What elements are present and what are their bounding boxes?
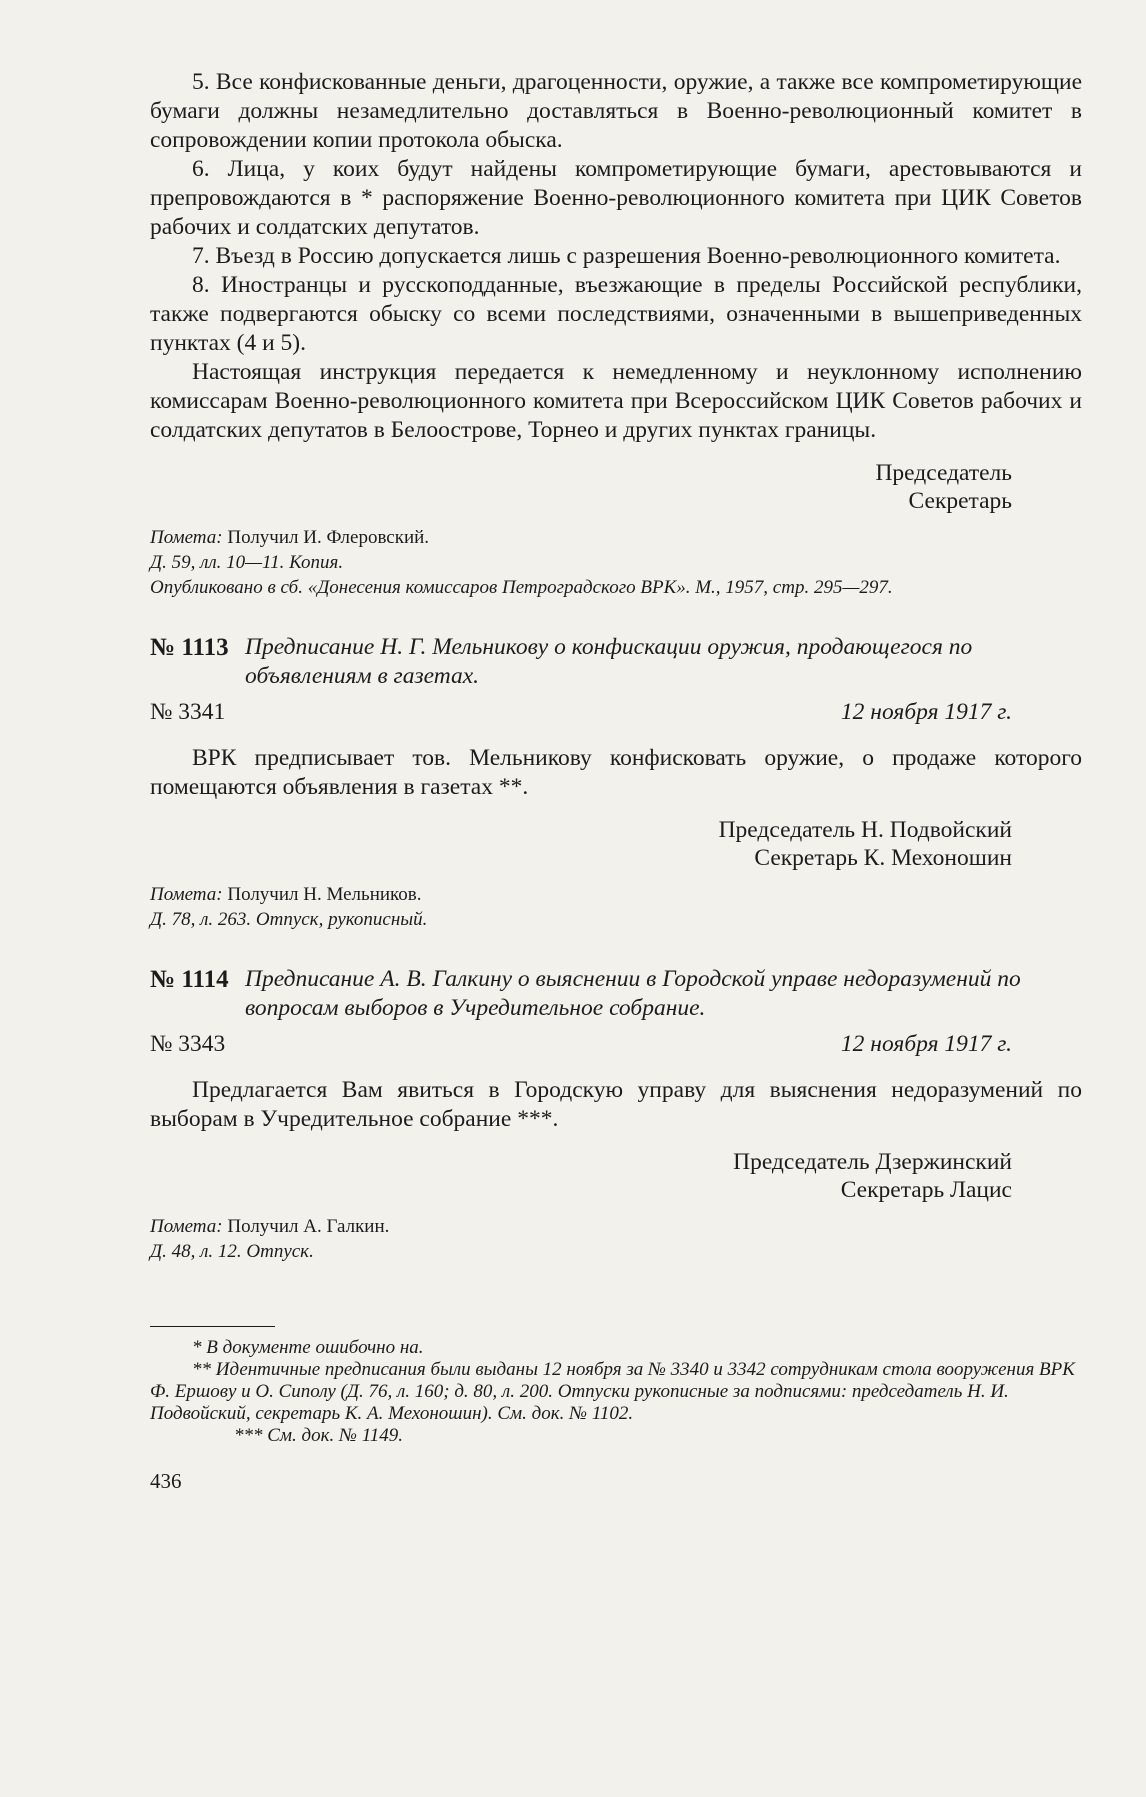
pometa-text: Получил И. Флеровский. [227,527,430,548]
pometa-text: Получил Н. Мельников. [227,884,422,905]
signature-block [150,1148,1082,1204]
archive-source: Д. 78, л. 263. Отпуск, рукописный. [150,909,428,930]
page-number: 436 [150,1469,182,1493]
paragraph-instruction: Настоящая инструкция передается к немедленному и неуклонному исполнению комиссарам Военно-революционного комитета при Всероссийском ЦИК Советов рабочих и солдатских депутатов в Белоострове, Торнео и других пунктах границы. [150,359,1082,443]
signature-chairman: Председатель Н. Подвойский [718,817,1012,843]
registration-number: № 3341 [150,699,226,725]
document-number: № 1113 [150,634,229,661]
paragraph-item-7: 7. Въезд в Россию допускается лишь с разрешения Военно-революционного комитета. [192,243,1061,269]
document-text: ВРК предписывает тов. Мельникову конфисковать оружие, о продаже которого помещаются объявления в газетах **. [150,745,1082,800]
signature-secretary: Секретарь К. Мехоношин [754,845,1012,871]
paragraph-item-6: 6. Лица, у коих будут найдены компрометирующие бумаги, арестовываются и препровождаются в * распоряжение Военно-революционного комитета при ЦИК Советов рабочих и солдатских депутатов. [150,156,1082,240]
pometa-note [150,525,1082,550]
document-1114 [150,966,1082,1264]
footnote-divider [150,1326,275,1327]
paragraph-item-5: 5. Все конфискованные деньги, драгоценности, оружие, а также все компрометирующие бумаги должны незамедлительно доставляться в Военно-революционный комитет в сопровождении копии протокола обыска. [150,69,1082,153]
document-date: 12 ноября 1917 г. [840,699,1012,725]
signature-chairman: Председатель [875,460,1012,486]
document-text: Предлагается Вам явиться в Городскую управу для выяснения недоразумений по выборам в Учредительное собрание ***. [150,1077,1082,1132]
registration-number: № 3343 [150,1031,226,1057]
footnotes [150,1337,1082,1447]
archive-source: Д. 59, лл. 10—11. Копия. [150,552,344,573]
footnote-item: ** Идентичные предписания были выданы 12 ноября за № 3340 и 3342 сотрудникам стола вооружения ВРК Ф. Ершову и О. Сиполу (Д. 76, л. 160; д. 80, л. 200. Отпуски рукописные за подписями: председатель Н. И. Подвойский, секретарь К. А. Мехоношин). См. док. № 1102. [150,1359,1075,1424]
document-title: Предписание А. В. Галкину о выяснении в Городской управе недоразумений по вопросам выборов в Учредительное собрание. [245,966,1021,1021]
pometa-label: Помета: [150,1216,223,1237]
signature-block [150,459,1082,515]
signature-secretary: Секретарь Лацис [840,1177,1012,1203]
document-date: 12 ноября 1917 г. [840,1031,1012,1057]
registration-line [150,699,1082,726]
signature-chairman: Председатель Дзержинский [733,1149,1012,1175]
footnote-item: *** См. док. № 1149. [234,1425,404,1446]
registration-line [150,1031,1082,1058]
pometa-label: Помета: [150,527,223,548]
document-number: № 1114 [150,966,229,993]
document-title: Предписание Н. Г. Мельникову о конфискации оружия, продающегося по объявлениям в газетах. [245,634,973,689]
footnote-item: * В документе ошибочно на. [192,1337,424,1358]
pometa-text: Получил А. Галкин. [227,1216,390,1237]
paragraph-item-8: 8. Иностранцы и русскоподданные, въезжающие в пределы Российской республики, также подвергаются обыску со всеми последствиями, означенными в вышеприведенных пунктах (4 и 5). [150,272,1082,356]
publication-note: Опубликовано в сб. «Донесения комиссаров Петроградского ВРК». М., 1957, стр. 295—297. [150,577,893,598]
signature-secretary: Секретарь [908,488,1012,514]
pometa-note [150,882,1082,907]
pometa-label: Помета: [150,884,223,905]
signature-block [150,816,1082,872]
continuation-section [150,68,1082,600]
archive-source: Д. 48, л. 12. Отпуск. [150,1241,314,1262]
pometa-note [150,1214,1082,1239]
document-1113 [150,634,1082,932]
document-page [150,68,1082,1494]
